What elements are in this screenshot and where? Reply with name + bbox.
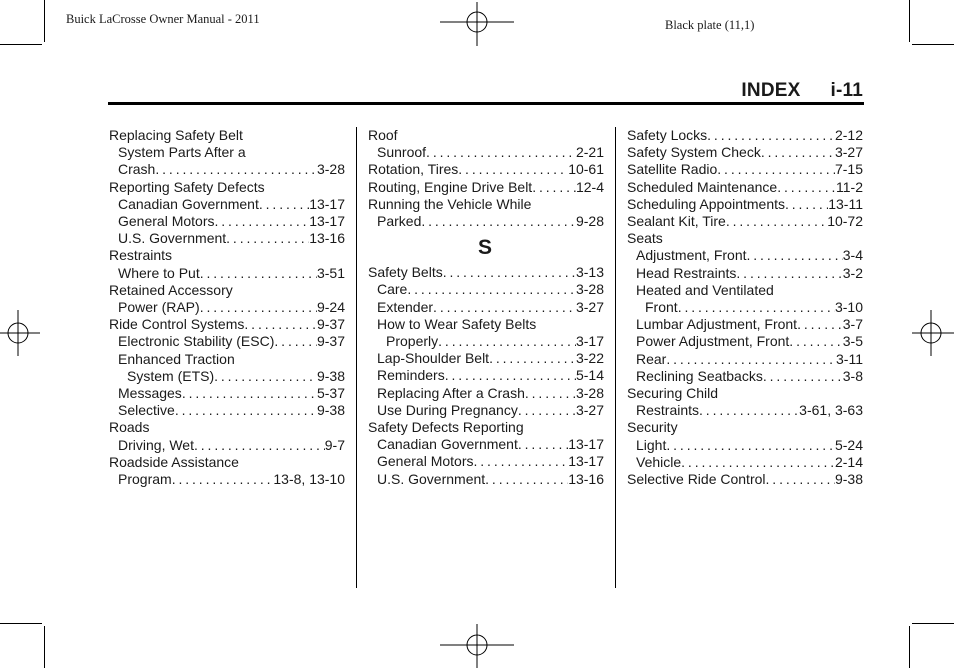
index-entry-term: General Motors (118, 213, 215, 230)
index-entry (368, 316, 604, 333)
index-entry-term: Satellite Radio (627, 161, 718, 178)
dot-leader (426, 144, 576, 161)
index-entry (109, 454, 345, 471)
dot-leader (681, 454, 835, 471)
dot-leader (761, 144, 835, 161)
index-entry-term: Rotation, Tires (368, 161, 459, 178)
index-entry (627, 419, 863, 436)
index-entry (368, 179, 604, 196)
registration-mark-left (0, 310, 40, 356)
index-entry-term: Selective Ride Control (627, 471, 766, 488)
index-entry-page: 11-2 (836, 178, 863, 195)
index-entry-term: How to Wear Safety Belts (377, 315, 537, 332)
index-entry-term: U.S. Government (118, 230, 227, 247)
index-entry (368, 385, 604, 402)
column-divider (356, 127, 357, 588)
index-entry-page: 9-37 (316, 316, 345, 333)
dot-leader (438, 333, 576, 350)
index-entry-term: Light (636, 436, 667, 453)
dot-leader (274, 333, 317, 350)
dot-leader (200, 299, 317, 316)
index-entry (368, 350, 604, 367)
index-entry-term: Sunroof (377, 144, 427, 161)
index-entry-page: 13-8, 13-10 (273, 471, 345, 488)
index-entry-term: Electronic Stability (ESC) (118, 333, 275, 350)
index-entry (109, 213, 345, 230)
index-entry (368, 367, 604, 384)
index-entry-term: Program (118, 471, 172, 488)
index-column-3 (627, 127, 863, 488)
title-rule (108, 102, 864, 105)
index-entry-term: Properly (386, 333, 439, 350)
index-entry-term: Securing Child (627, 385, 719, 402)
index-entry-page: 13-11 (828, 195, 863, 212)
index-entry (109, 333, 345, 350)
index-entry (627, 230, 863, 247)
index-letter-heading: S (478, 236, 493, 260)
index-entry (368, 264, 604, 281)
dot-leader (766, 471, 835, 488)
index-entry-page: 9-38 (834, 471, 863, 488)
index-entry (109, 161, 345, 178)
registration-mark-right (912, 310, 954, 356)
index-entry-term: Selective (118, 402, 175, 419)
index-entry-term: Running the Vehicle While (368, 195, 532, 212)
index-entry-page: 3-51 (316, 264, 345, 281)
index-entry (627, 368, 863, 385)
index-entry-term: U.S. Government (377, 470, 486, 487)
index-entry (109, 196, 345, 213)
index-entry (368, 213, 604, 230)
index-entry-term: Roadside Assistance (109, 453, 239, 470)
index-entry-term: Safety System Check (627, 144, 761, 161)
index-entry-page: 5-24 (834, 436, 863, 453)
index-entry (627, 265, 863, 282)
dot-leader (244, 316, 317, 333)
index-entry (109, 316, 345, 333)
index-entry-page: 13-17 (568, 436, 604, 453)
dot-leader (747, 247, 843, 264)
index-entry-term: Power (RAP) (118, 299, 200, 316)
index-entry-term: Sealant Kit, Tire (627, 213, 726, 230)
index-entry-term: Enhanced Traction (118, 350, 235, 367)
index-entry-term: Vehicle (636, 453, 682, 470)
index-column-1 (109, 127, 345, 488)
index-entry (109, 265, 345, 282)
dot-leader (485, 471, 568, 488)
index-entry (368, 402, 604, 419)
index-entry (109, 402, 345, 419)
dot-leader (172, 471, 274, 488)
index-entry-page: 9-24 (316, 299, 345, 316)
index-entry (627, 471, 863, 488)
index-entry-term: Reporting Safety Defects (109, 178, 265, 195)
dot-leader (182, 385, 317, 402)
dot-leader (473, 453, 568, 470)
index-entry (109, 247, 345, 264)
index-entry-term: Routing, Engine Drive Belt (368, 178, 533, 195)
index-entry (368, 453, 604, 470)
index-entry-term: Driving, Wet (118, 436, 194, 453)
index-entry (109, 282, 345, 299)
index-entry-page: 3-8 (842, 367, 863, 384)
index-entry-term: Canadian Government (118, 195, 259, 212)
index-entry (627, 402, 863, 419)
index-entry (109, 385, 345, 402)
index-entry (627, 196, 863, 213)
index-entry (368, 127, 604, 144)
running-header-left: Buick LaCrosse Owner Manual - 2011 (66, 12, 260, 26)
index-entry-term: General Motors (377, 453, 474, 470)
index-entry-page: 13-17 (309, 213, 345, 230)
dot-leader (407, 281, 576, 298)
index-entry-page: 12-4 (575, 178, 604, 195)
index-entry-page: 3-13 (575, 264, 604, 281)
index-entry-term: Rear (636, 350, 667, 367)
index-entry-term: Canadian Government (377, 436, 518, 453)
index-entry-page: 3-22 (575, 350, 604, 367)
index-entry (627, 144, 863, 161)
dot-leader (678, 299, 835, 316)
registration-mark-top (440, 2, 514, 46)
dot-leader (433, 299, 576, 316)
index-entry (368, 161, 604, 178)
page-title (741, 80, 863, 102)
dot-leader (532, 179, 576, 196)
index-entry (109, 144, 345, 161)
index-entry (368, 299, 604, 316)
index-entry-page: 9-37 (316, 333, 345, 350)
index-entry-page: 3-4 (842, 247, 863, 264)
index-entry (627, 299, 863, 316)
index-entry (109, 127, 345, 144)
dot-leader (489, 350, 576, 367)
index-entry-term: Crash (118, 161, 156, 178)
index-entry-term: Head Restraints (636, 264, 737, 281)
dot-leader (259, 196, 309, 213)
index-entry (109, 351, 345, 368)
index-entry-page: 3-17 (575, 333, 604, 350)
index-entry-term: Roads (109, 419, 150, 436)
index-entry (109, 471, 345, 488)
registration-mark-bottom (440, 624, 514, 668)
dot-leader (421, 213, 576, 230)
index-entry-page: 3-2 (842, 264, 863, 281)
index-entry-page: 9-28 (575, 213, 604, 230)
dot-leader (175, 402, 317, 419)
index-entry-page: 3-11 (836, 350, 863, 367)
dot-leader (699, 402, 799, 419)
index-entry-page: 3-7 (842, 316, 863, 333)
index-entry-page: 9-38 (316, 402, 345, 419)
dot-leader (214, 213, 309, 230)
dot-leader (763, 368, 843, 385)
index-entry-term: Use During Pregnancy (377, 401, 518, 418)
index-entry-term: Seats (627, 230, 663, 247)
index-entry-term: Security (627, 419, 678, 436)
index-entry-term: Where to Put (118, 264, 200, 281)
index-entry-page: 9-7 (324, 436, 345, 453)
index-entry-term: Roof (368, 127, 398, 143)
index-entry-term: Front (645, 299, 678, 316)
dot-leader (518, 436, 568, 453)
index-entry-term: Replacing After a Crash (377, 384, 525, 401)
index-entry-term: Messages (118, 385, 182, 402)
index-entry (368, 436, 604, 453)
index-entry (109, 437, 345, 454)
section-title: INDEX (741, 80, 801, 101)
index-entry-term: Lumbar Adjustment, Front (636, 316, 798, 333)
index-entry (368, 196, 604, 213)
index-entry-page: 3-27 (575, 401, 604, 418)
dot-leader (736, 265, 842, 282)
index-entry (627, 179, 863, 196)
index-entry (109, 299, 345, 316)
dot-leader (194, 437, 325, 454)
index-entry-term: Lap-Shoulder Belt (377, 350, 490, 367)
index-entry-page: 2-14 (834, 453, 863, 470)
dot-leader (785, 196, 828, 213)
index-entry-page: 10-61 (568, 161, 604, 178)
dot-leader (445, 367, 576, 384)
dot-leader (726, 213, 827, 230)
index-entry (627, 437, 863, 454)
index-entry-page: 13-16 (309, 230, 345, 247)
index-entry (627, 316, 863, 333)
index-entry (627, 127, 863, 144)
index-entry (627, 351, 863, 368)
index-entry-term: Restraints (109, 247, 173, 264)
index-entry-term: Scheduled Maintenance (627, 178, 778, 195)
dot-leader (458, 161, 568, 178)
index-entry (368, 281, 604, 298)
index-entry (627, 385, 863, 402)
index-entry-page: 5-14 (575, 367, 604, 384)
index-entry (368, 333, 604, 350)
index-entry (627, 161, 863, 178)
dot-leader (717, 161, 835, 178)
index-entry-term: Power Adjustment, Front (636, 333, 790, 350)
index-entry-page: 3-28 (316, 161, 345, 178)
index-entry-term: Reminders (377, 367, 445, 384)
index-entry (627, 282, 863, 299)
index-entry-page: 13-16 (568, 470, 604, 487)
index-entry-term: Safety Belts (368, 264, 443, 281)
running-header-right: Black plate (11,1) (665, 18, 755, 32)
index-entry (627, 247, 863, 264)
column-divider (615, 127, 616, 588)
index-entry-term: Safety Defects Reporting (368, 419, 524, 436)
index-entry-page: 13-17 (309, 195, 345, 212)
index-entry-term: Scheduling Appointments (627, 195, 785, 212)
index-entry-term: Retained Accessory (109, 281, 233, 298)
index-entry-term: Safety Locks (627, 127, 708, 143)
index-entry-term: Ride Control Systems (109, 316, 245, 333)
index-entry-term: Reclining Seatbacks (636, 367, 763, 384)
dot-leader (214, 368, 317, 385)
index-entry-page: 3-28 (575, 384, 604, 401)
index-entry-page: 10-72 (827, 213, 863, 230)
index-entry-page: 3-28 (575, 281, 604, 298)
index-entry-page: 13-17 (568, 453, 604, 470)
index-entry-term: System Parts After a (118, 144, 246, 161)
dot-leader (666, 351, 836, 368)
index-entry-term: Adjustment, Front (636, 247, 747, 264)
dot-leader (789, 333, 842, 350)
dot-leader (518, 402, 576, 419)
index-column-2 (368, 127, 604, 488)
index-entry-term: Care (377, 281, 408, 298)
index-entry (109, 179, 345, 196)
index-entry-page: 3-61, 3-63 (799, 402, 863, 419)
index-entry-page: 9-38 (316, 367, 345, 384)
index-entry (368, 471, 604, 488)
index-entry-term: Parked (377, 213, 422, 230)
page-number: i-11 (830, 80, 863, 101)
index-entry-term: Extender (377, 298, 434, 315)
index-entry-term: Heated and Ventilated (636, 281, 774, 298)
index-entry-page: 3-5 (842, 333, 863, 350)
dot-leader (443, 264, 576, 281)
index-entry-page: 3-27 (834, 144, 863, 161)
dot-leader (777, 179, 836, 196)
index-entry-term: Replacing Safety Belt (109, 127, 243, 143)
index-entry-page: 3-10 (834, 299, 863, 316)
dot-leader (707, 127, 835, 144)
index-entry-page: 2-12 (834, 127, 863, 143)
dot-leader (155, 161, 317, 178)
index-entry-term: Restraints (636, 402, 700, 419)
index-entry (627, 454, 863, 471)
index-entry-page: 7-15 (834, 161, 863, 178)
index-entry-page: 5-37 (316, 385, 345, 402)
index-entry-term: System (ETS) (127, 367, 215, 384)
dot-leader (525, 385, 576, 402)
dot-leader (797, 316, 843, 333)
dot-leader (200, 265, 317, 282)
index-entry (627, 213, 863, 230)
index-entry-page: 2-21 (575, 144, 604, 161)
dot-leader (226, 230, 309, 247)
index-entry (109, 368, 345, 385)
index-entry (109, 419, 345, 436)
index-entry (627, 333, 863, 350)
index-entry (368, 144, 604, 161)
dot-leader (666, 437, 835, 454)
index-entry (109, 230, 345, 247)
index-entry (368, 419, 604, 436)
index-entry-page: 3-27 (575, 298, 604, 315)
